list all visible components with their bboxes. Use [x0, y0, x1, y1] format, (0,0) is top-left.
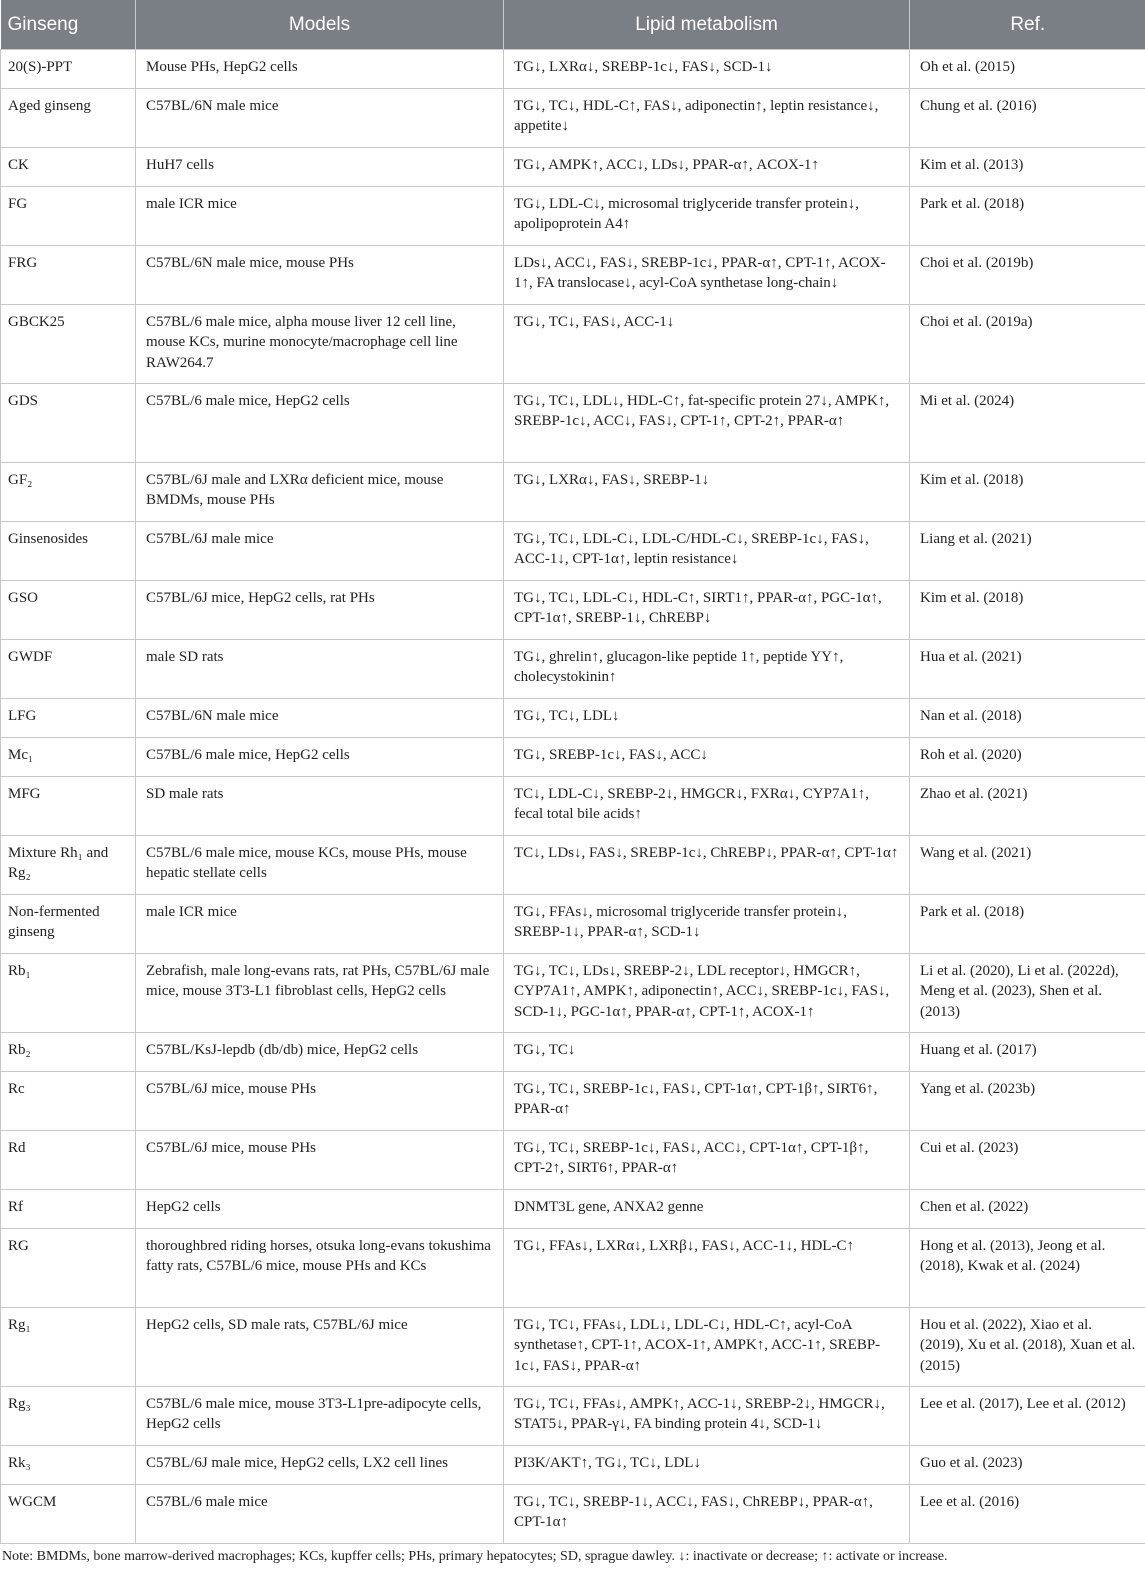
models-cell: C57BL/6J male mice [136, 522, 504, 581]
table-row [1, 777, 1145, 836]
lipid-metabolism-cell: TG↓, TC↓, FAS↓, ACC-1↓ [504, 305, 910, 384]
ginseng-cell: Non-fermented ginseng [1, 895, 136, 954]
ref-cell: Chen et al. (2022) [910, 1190, 1145, 1229]
ref-cell: Hong et al. (2013), Jeong et al. (2018), Kwak et al. (2024) [910, 1229, 1145, 1308]
ref-cell: Kim et al. (2018) [910, 581, 1145, 640]
table-row [1, 738, 1145, 777]
models-cell: Mouse PHs, HepG2 cells [136, 50, 504, 89]
ginseng-cell: LFG [1, 699, 136, 738]
ginseng-cell: MFG [1, 777, 136, 836]
models-cell: SD male rats [136, 777, 504, 836]
ginseng-cell: WGCM [1, 1485, 136, 1544]
models-cell: C57BL/6J male mice, HepG2 cells, LX2 cell lines [136, 1446, 504, 1485]
ginseng-cell: Rg₃ [1, 1387, 136, 1446]
ginseng-cell: Rc [1, 1072, 136, 1131]
header-lipid-metabolism: Lipid metabolism [504, 0, 910, 50]
table-row [1, 1387, 1145, 1446]
ginseng-cell: Mc₁ [1, 738, 136, 777]
lipid-metabolism-cell: TG↓, TC↓, HDL-C↑, FAS↓, adiponectin↑, leptin resistance↓, appetite↓ [504, 89, 910, 148]
ginseng-cell: Rb₁ [1, 954, 136, 1033]
header-ginseng: Ginseng [1, 0, 136, 50]
table-row [1, 384, 1145, 463]
table-row [1, 1446, 1145, 1485]
lipid-metabolism-cell: TG↓, LDL-C↓, microsomal triglyceride transfer protein↓, apolipoprotein A4↑ [504, 187, 910, 246]
models-cell: C57BL/6J mice, mouse PHs [136, 1072, 504, 1131]
ginseng-cell: Rk₃ [1, 1446, 136, 1485]
lipid-metabolism-cell: TG↓, TC↓, LDL-C↓, HDL-C↑, SIRT1↑, PPAR-α↑, PGC-1α↑, CPT-1α↑, SREBP-1↓, ChREBP↓ [504, 581, 910, 640]
models-cell: male ICR mice [136, 187, 504, 246]
ref-cell: Hua et al. (2021) [910, 640, 1145, 699]
ginseng-cell: 20(S)-PPT [1, 50, 136, 89]
models-cell: C57BL/6J mice, mouse PHs [136, 1131, 504, 1190]
ginseng-cell: CK [1, 148, 136, 187]
ref-cell: Nan et al. (2018) [910, 699, 1145, 738]
ginseng-cell: GSO [1, 581, 136, 640]
table-row [1, 305, 1145, 384]
ginseng-cell: RG [1, 1229, 136, 1308]
ginseng-cell: Rg₁ [1, 1308, 136, 1387]
table-header-row [1, 0, 1145, 50]
table-row [1, 581, 1145, 640]
ginseng-cell: GWDF [1, 640, 136, 699]
table-row [1, 1131, 1145, 1190]
table-row [1, 148, 1145, 187]
ref-cell: Lee et al. (2017), Lee et al. (2012) [910, 1387, 1145, 1446]
models-cell: HepG2 cells, SD male rats, C57BL/6J mice [136, 1308, 504, 1387]
ref-cell: Chung et al. (2016) [910, 89, 1145, 148]
lipid-metabolism-cell: TG↓, TC↓, SREBP-1c↓, FAS↓, ACC↓, CPT-1α↑, CPT-1β↑, CPT-2↑, SIRT6↑, PPAR-α↑ [504, 1131, 910, 1190]
ref-cell: Zhao et al. (2021) [910, 777, 1145, 836]
lipid-metabolism-cell: TG↓, ghrelin↑, glucagon-like peptide 1↑, peptide YY↑, cholecystokinin↑ [504, 640, 910, 699]
ginseng-cell: GF₂ [1, 463, 136, 522]
ref-cell: Liang et al. (2021) [910, 522, 1145, 581]
table-row [1, 1033, 1145, 1072]
table-row [1, 50, 1145, 89]
ref-cell: Wang et al. (2021) [910, 836, 1145, 895]
models-cell: C57BL/6 male mice, HepG2 cells [136, 384, 504, 463]
models-cell: C57BL/6J mice, HepG2 cells, rat PHs [136, 581, 504, 640]
models-cell: HepG2 cells [136, 1190, 504, 1229]
lipid-metabolism-cell: TG↓, FFAs↓, LXRα↓, LXRβ↓, FAS↓, ACC-1↓, HDL-C↑ [504, 1229, 910, 1308]
ginseng-cell: Rb₂ [1, 1033, 136, 1072]
table-row [1, 640, 1145, 699]
ginseng-cell: Mixture Rh₁ and Rg₂ [1, 836, 136, 895]
lipid-metabolism-cell: TG↓, TC↓, SREBP-1↓, ACC↓, FAS↓, ChREBP↓, PPAR-α↑, CPT-1α↑ [504, 1485, 910, 1544]
ref-cell: Oh et al. (2015) [910, 50, 1145, 89]
lipid-metabolism-cell: TC↓, LDL-C↓, SREBP-2↓, HMGCR↓, FXRα↓, CYP7A1↑, fecal total bile acids↑ [504, 777, 910, 836]
table-row [1, 699, 1145, 738]
table-row [1, 1190, 1145, 1229]
table-row [1, 1229, 1145, 1308]
table-row [1, 463, 1145, 522]
ginseng-cell: GBCK25 [1, 305, 136, 384]
lipid-metabolism-cell: TG↓, TC↓, LDL↓ [504, 699, 910, 738]
lipid-metabolism-cell: TG↓, TC↓, SREBP-1c↓, FAS↓, CPT-1α↑, CPT-1β↑, SIRT6↑, PPAR-α↑ [504, 1072, 910, 1131]
ginseng-cell: Ginsenosides [1, 522, 136, 581]
ref-cell: Hou et al. (2022), Xiao et al. (2019), Xu et al. (2018), Xuan et al. (2015) [910, 1308, 1145, 1387]
header-models: Models [136, 0, 504, 50]
models-cell: C57BL/KsJ-lepdb (db/db) mice, HepG2 cells [136, 1033, 504, 1072]
ref-cell: Guo et al. (2023) [910, 1446, 1145, 1485]
lipid-metabolism-cell: LDs↓, ACC↓, FAS↓, SREBP-1c↓, PPAR-α↑, CPT-1↑, ACOX-1↑, FA translocase↓, acyl-CoA synthetase long-chain↓ [504, 246, 910, 305]
ref-cell: Cui et al. (2023) [910, 1131, 1145, 1190]
table-row [1, 836, 1145, 895]
lipid-metabolism-cell: DNMT3L gene, ANXA2 genne [504, 1190, 910, 1229]
ref-cell: Park et al. (2018) [910, 895, 1145, 954]
table-row [1, 895, 1145, 954]
models-cell: C57BL/6 male mice, HepG2 cells [136, 738, 504, 777]
lipid-metabolism-cell: TG↓, AMPK↑, ACC↓, LDs↓, PPAR-α↑, ACOX-1↑ [504, 148, 910, 187]
lipid-metabolism-cell: TG↓, TC↓, FFAs↓, LDL↓, LDL-C↓, HDL-C↑, acyl-CoA synthetase↑, CPT-1↑, ACOX-1↑, AMPK↑, ACC-1↑, SREBP-1c↓, FAS↓, PPAR-α↑ [504, 1308, 910, 1387]
lipid-metabolism-cell: PI3K/AKT↑, TG↓, TC↓, LDL↓ [504, 1446, 910, 1485]
ref-cell: Mi et al. (2024) [910, 384, 1145, 463]
models-cell: C57BL/6 male mice, mouse KCs, mouse PHs, mouse hepatic stellate cells [136, 836, 504, 895]
header-ref: Ref. [910, 0, 1145, 50]
lipid-metabolism-cell: TG↓, SREBP-1c↓, FAS↓, ACC↓ [504, 738, 910, 777]
lipid-metabolism-cell: TG↓, TC↓, FFAs↓, AMPK↑, ACC-1↓, SREBP-2↓, HMGCR↓, STAT5↓, PPAR-γ↓, FA binding protein 4↓, SCD-1↓ [504, 1387, 910, 1446]
ref-cell: Li et al. (2020), Li et al. (2022d), Meng et al. (2023), Shen et al. (2013) [910, 954, 1145, 1033]
ref-cell: Kim et al. (2018) [910, 463, 1145, 522]
ginseng-cell: Rf [1, 1190, 136, 1229]
ginseng-cell: FRG [1, 246, 136, 305]
table-row [1, 1308, 1145, 1387]
models-cell: HuH7 cells [136, 148, 504, 187]
ginseng-cell: FG [1, 187, 136, 246]
lipid-metabolism-cell: TC↓, LDs↓, FAS↓, SREBP-1c↓, ChREBP↓, PPAR-α↑, CPT-1α↑ [504, 836, 910, 895]
lipid-metabolism-cell: TG↓, LXRα↓, FAS↓, SREBP-1↓ [504, 463, 910, 522]
ref-cell: Choi et al. (2019b) [910, 246, 1145, 305]
table-row [1, 1485, 1145, 1544]
models-cell: C57BL/6N male mice, mouse PHs [136, 246, 504, 305]
ginseng-cell: GDS [1, 384, 136, 463]
models-cell: C57BL/6N male mice [136, 699, 504, 738]
models-cell: male SD rats [136, 640, 504, 699]
models-cell: C57BL/6N male mice [136, 89, 504, 148]
ref-cell: Lee et al. (2016) [910, 1485, 1145, 1544]
lipid-metabolism-cell: TG↓, LXRα↓, SREBP-1c↓, FAS↓, SCD-1↓ [504, 50, 910, 89]
models-cell: thoroughbred riding horses, otsuka long-evans tokushima fatty rats, C57BL/6 mice, mouse PHs and KCs [136, 1229, 504, 1308]
models-cell: Zebrafish, male long-evans rats, rat PHs, C57BL/6J male mice, mouse 3T3-L1 fibroblast cells, HepG2 cells [136, 954, 504, 1033]
lipid-metabolism-cell: TG↓, TC↓ [504, 1033, 910, 1072]
table-note: Note: BMDMs, bone marrow-derived macrophages; KCs, kupffer cells; PHs, primary hepatocytes; SD, sprague dawley. ↓: inactivate or decrease; ↑: activate or increase. [2, 1549, 948, 1564]
table-row [1, 246, 1145, 305]
models-cell: C57BL/6J male and LXRα deficient mice, mouse BMDMs, mouse PHs [136, 463, 504, 522]
ginseng-cell: Aged ginseng [1, 89, 136, 148]
ref-cell: Kim et al. (2013) [910, 148, 1145, 187]
lipid-metabolism-cell: TG↓, TC↓, LDL-C↓, LDL-C/HDL-C↓, SREBP-1c↓, FAS↓, ACC-1↓, CPT-1α↑, leptin resistance↓ [504, 522, 910, 581]
table-row [1, 954, 1145, 1033]
table-body [1, 50, 1145, 1544]
ginseng-cell: Rd [1, 1131, 136, 1190]
models-cell: C57BL/6 male mice, alpha mouse liver 12 cell line, mouse KCs, murine monocyte/macrophage cell line RAW264.7 [136, 305, 504, 384]
lipid-metabolism-cell: TG↓, TC↓, LDL↓, HDL-C↑, fat-specific protein 27↓, AMPK↑, SREBP-1c↓, ACC↓, FAS↓, CPT-1↑, CPT-2↑, PPAR-α↑ [504, 384, 910, 463]
lipid-metabolism-cell: TG↓, FFAs↓, microsomal triglyceride transfer protein↓, SREBP-1↓, PPAR-α↑, SCD-1↓ [504, 895, 910, 954]
models-cell: C57BL/6 male mice, mouse 3T3-L1pre-adipocyte cells, HepG2 cells [136, 1387, 504, 1446]
ref-cell: Choi et al. (2019a) [910, 305, 1145, 384]
ref-cell: Huang et al. (2017) [910, 1033, 1145, 1072]
lipid-metabolism-cell: TG↓, TC↓, LDs↓, SREBP-2↓, LDL receptor↓, HMGCR↑, CYP7A1↑, AMPK↑, adiponectin↑, ACC↓, SREBP-1c↓, FAS↓, SCD-1↓, PGC-1α↑, PPAR-α↑, CPT-1↑, ACOX-1↑ [504, 954, 910, 1033]
table-row [1, 187, 1145, 246]
ref-cell: Roh et al. (2020) [910, 738, 1145, 777]
models-cell: C57BL/6 male mice [136, 1485, 504, 1544]
models-cell: male ICR mice [136, 895, 504, 954]
table-row [1, 89, 1145, 148]
ref-cell: Yang et al. (2023b) [910, 1072, 1145, 1131]
table-row [1, 522, 1145, 581]
ref-cell: Park et al. (2018) [910, 187, 1145, 246]
table-row [1, 1072, 1145, 1131]
